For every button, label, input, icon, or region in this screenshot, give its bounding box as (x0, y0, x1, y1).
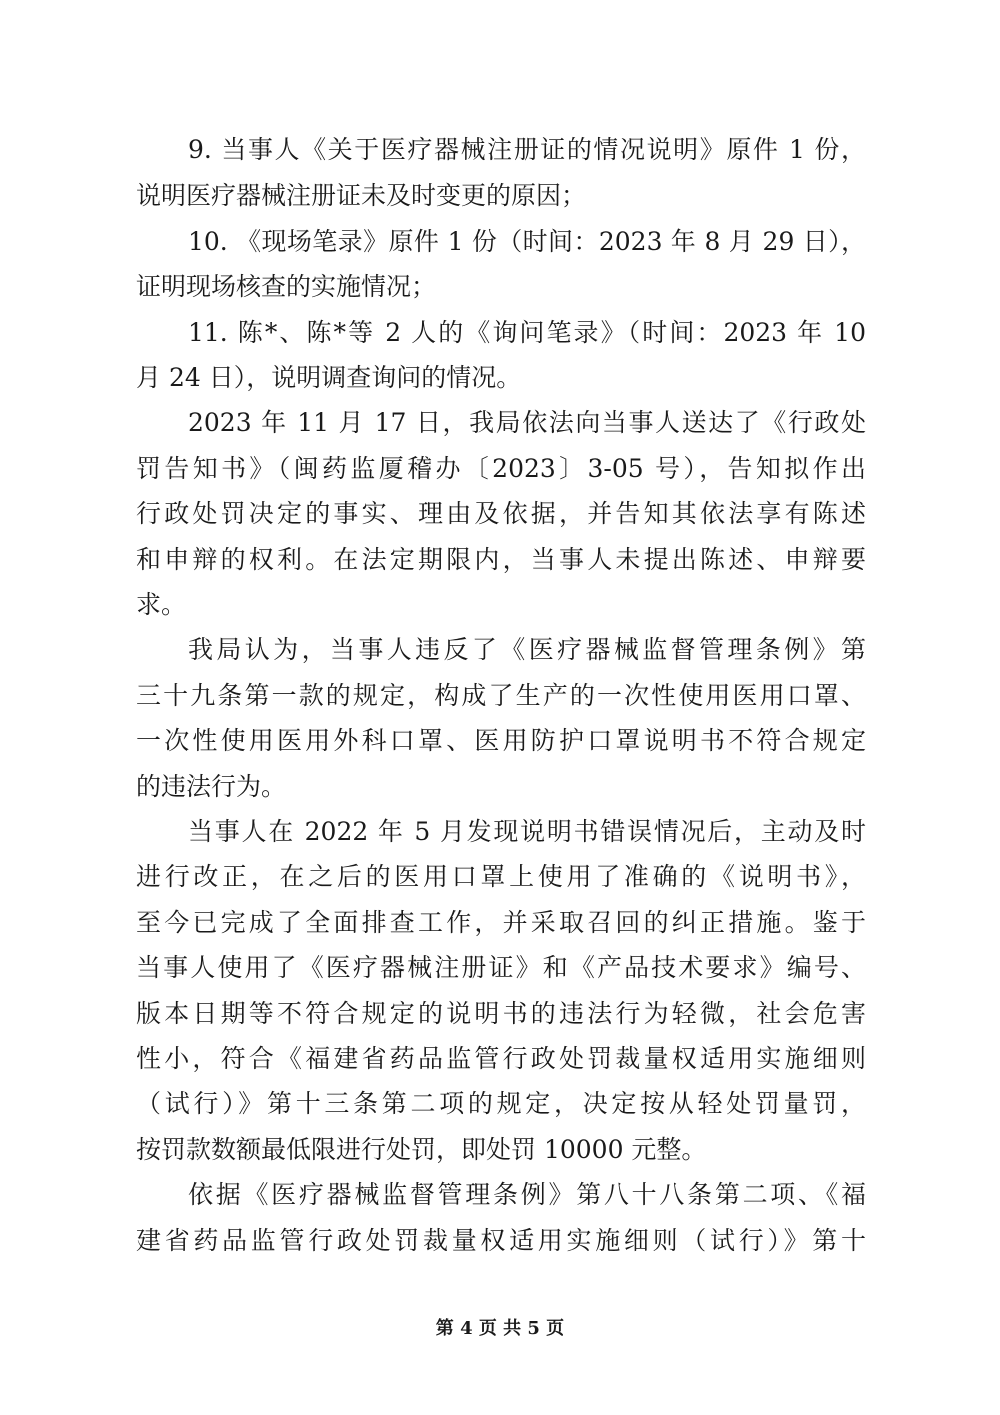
text-line: 性小，符合《福建省药品监管行政处罚裁量权适用实施细则 (136, 1044, 866, 1073)
page-number: 第 4 页 共 5 页 (435, 1318, 565, 1339)
text-line: （试行）》第十三条第二项的规定，决定按从轻处罚量罚， (136, 1089, 866, 1118)
text-line: 至今已完成了全面排查工作，并采取召回的纠正措施。鉴于 (136, 908, 866, 937)
text-line: 三十九条第一款的规定，构成了生产的一次性使用医用口罩、 (136, 681, 866, 710)
text-line: 2023 年 11 月 17 日，我局依法向当事人送达了《行政处 (188, 408, 866, 437)
text-line: 一次性使用医用外科口罩、医用防护口罩说明书不符合规定 (136, 726, 866, 755)
text-line: 9. 当事人《关于医疗器械注册证的情况说明》原件 1 份， (188, 135, 866, 164)
text-line: 月 24 日），说明调查询问的情况。 (136, 363, 522, 392)
text-line: 建省药品监管行政处罚裁量权适用实施细则（试行）》第十 (136, 1226, 866, 1255)
text-line: 求。 (136, 590, 187, 619)
text-line: 行政处罚决定的事实、理由及依据，并告知其依法享有陈述 (136, 499, 866, 528)
text-line: 当事人使用了《医疗器械注册证》和《产品技术要求》编号、 (136, 953, 866, 982)
text-line: 的违法行为。 (136, 772, 287, 801)
text-line: 说明医疗器械注册证未及时变更的原因； (136, 181, 587, 210)
text-line: 当事人在 2022 年 5 月发现说明书错误情况后，主动及时 (188, 817, 866, 846)
text-line: 依据《医疗器械监督管理条例》第八十八条第二项、《福 (188, 1180, 866, 1209)
text-line: 进行改正，在之后的医用口罩上使用了准确的《说明书》， (136, 862, 866, 891)
text-line: 我局认为，当事人违反了《医疗器械监督管理条例》第 (188, 635, 866, 664)
text-line: 罚告知书》（闽药监厦稽办〔2023〕3-05 号），告知拟作出 (136, 454, 866, 483)
text-line: 按罚款数额最低限进行处罚，即处罚 10000 元整。 (136, 1135, 707, 1164)
text-line: 版本日期等不符合规定的说明书的违法行为轻微，社会危害 (136, 999, 866, 1028)
text-line: 11. 陈*、陈*等 2 人的《询问笔录》（时间：2023 年 10 (188, 318, 866, 347)
text-line: 和申辩的权利。在法定期限内，当事人未提出陈述、申辩要 (136, 545, 866, 574)
text-line: 10. 《现场笔录》原件 1 份（时间：2023 年 8 月 29 日）， (188, 227, 866, 256)
text-line: 证明现场核查的实施情况； (136, 272, 437, 301)
